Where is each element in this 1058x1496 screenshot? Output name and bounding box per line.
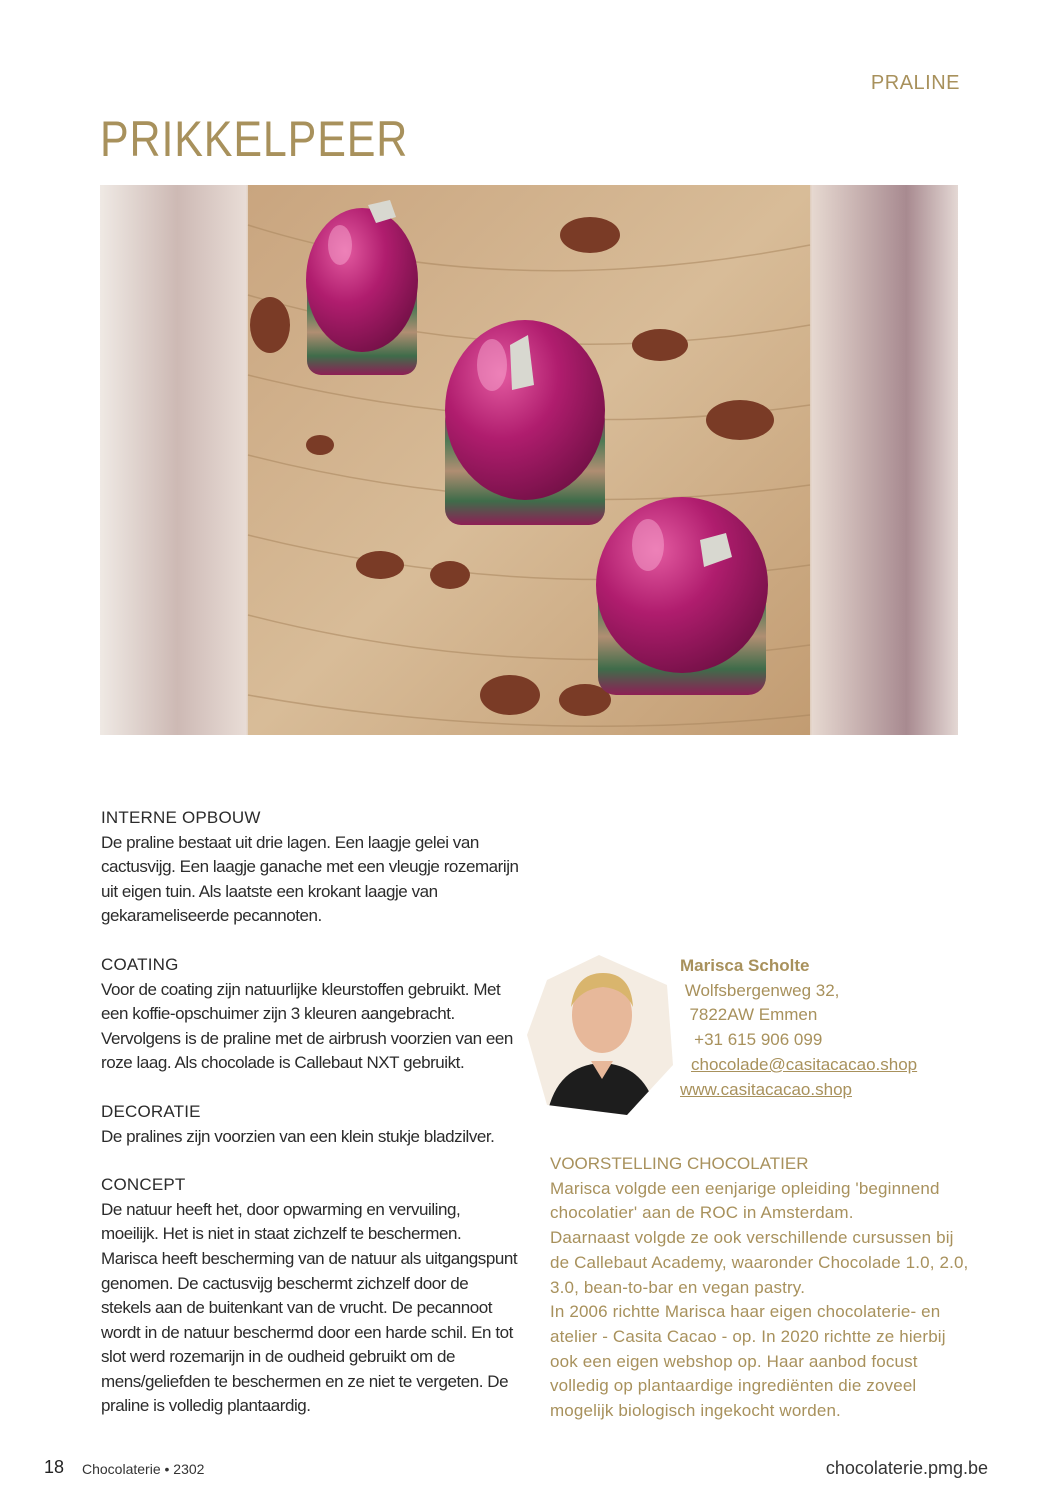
footer-url[interactable]: chocolaterie.pmg.be [825,1458,988,1478]
chocolatier-heading: VOORSTELLING CHOCOLATIER [550,1154,809,1173]
pralines-photo-icon [100,185,958,735]
page-title: PRIKKELPEER [100,111,409,167]
section-heading: CONCEPT [101,1175,186,1195]
praline-photo [100,185,958,735]
left-column [101,806,521,1443]
contact-city: 7822AW Emmen [680,1005,818,1025]
page-number: 18 [44,1457,65,1477]
section-interne-opbouw [101,806,521,929]
section-text: De praline bestaat uit drie lagen. Een laagje gelei van cactusvijg. Een laagje ganache met een vleugje rozemarijn uit eigen tuin. Als laatste een krokant laagje van gekarameliseerde pecannoten. [101,832,519,926]
section-text: Voor de coating zijn natuurlijke kleurstoffen gebruikt. Met een koffie-opschuimer zijn 3 kleuren aangebracht. Vervolgens is de praline met de airbrush voorzien van een roze laag. Als chocolade is Callebaut NXT gebruikt. [101,979,513,1073]
section-heading: DECORATIE [101,1101,201,1121]
magazine-issue: Chocolaterie • 2302 [82,1461,205,1477]
section-decoratie [101,1100,521,1149]
contact-card [680,954,1000,1102]
chocolatier-paragraph: Daarnaast volgde ze ook verschillende cursussen bij de Callebaut Academy, waaronder Chocolade 1.0, 2.0, 3.0, bean-to-bar en vegan pastry. [550,1228,969,1297]
contact-street: Wolfsbergenweg 32, [680,980,840,1000]
chocolatier-portrait [527,955,673,1115]
section-text: De pralines zijn voorzien van een klein stukje bladzilver. [101,1126,495,1146]
section-heading: INTERNE OPBOUW [101,808,261,827]
section-text: De natuur heeft het, door opwarming en vervuiling, moeilijk. Het is niet in staat zichzelf te beschermen. Marisca heeft bescherming van de natuur als uitgangspunt genomen. De cactusvijg beschermt zichzelf door de stekels aan de buitenkant van de vrucht. De pecannoot wordt in de natuur beschermd door een harde schil. En tot slot werd rozemarijn in de oudheid gebruikt om de mens/geliefden te beschermen en ze niet te vergeten. De praline is volledig plantaardig. [101,1199,518,1416]
section-coating [101,953,521,1076]
chocolatier-paragraph: Marisca volgde een eenjarige opleiding 'beginnend chocolatier' aan de ROC in Amsterdam. [550,1178,940,1223]
section-label: PRALINE [870,72,960,94]
section-concept [101,1173,521,1419]
chocolatier-intro [550,1152,970,1424]
contact-name: Marisca Scholte [680,956,810,975]
section-heading: COATING [101,954,179,974]
contact-website-link[interactable]: www.casitacacao.shop [680,1079,852,1099]
contact-phone: +31 615 906 099 [680,1030,823,1050]
chocolatier-paragraph: In 2006 richtte Marisca haar eigen chocolaterie- en atelier - Casita Cacao - op. In 2020 richtte ze hierbij ook een eigen webshop op. Haar aanbod focust volledig op plantaardige ingrediënten die zoveel mogelijk biologisch ingekocht worden. [550,1302,946,1421]
contact-email-link[interactable]: chocolade@casitacacao.shop [691,1054,918,1074]
